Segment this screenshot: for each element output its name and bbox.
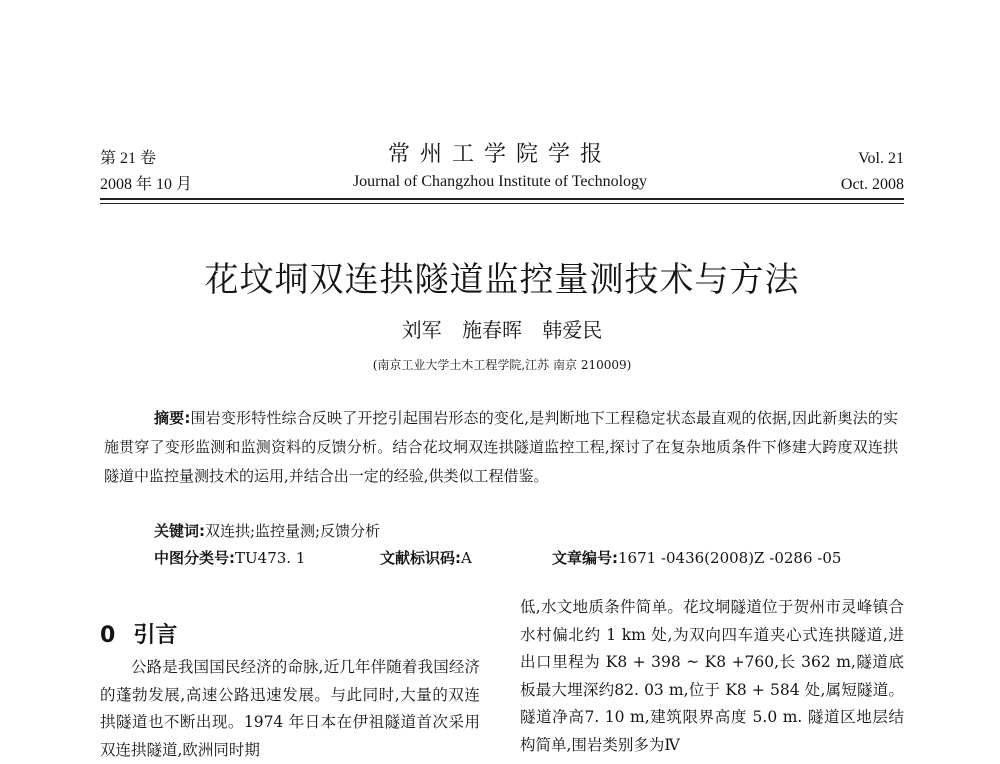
clc-field bbox=[154, 547, 380, 568]
volume-cn: 第 21 卷 bbox=[100, 150, 157, 167]
date-cn: 2008 年 10 月 bbox=[100, 176, 193, 193]
section-title: 引言 bbox=[133, 623, 178, 648]
clc-value: TU473. 1 bbox=[235, 549, 306, 567]
abstract-text: 围岩变形特性综合反映了开挖引起围岩形态的变化,是判断地下工程稳定状态最直观的依据,因此新奥法的实施贯穿了变形监测和监测资料的反馈分析。结合花坟垌双连拱隧道监控工程,探讨了在复杂地质条件下修建大跨度双连拱隧道中监控量测技术的运用,并结合出一定的经验,供类似工程借鉴。 bbox=[104, 409, 898, 485]
article-title: 花坟垌双连拱隧道监控量测技术与方法 bbox=[204, 260, 800, 300]
abstract-label: 摘要: bbox=[154, 409, 191, 427]
clc-label: 中图分类号: bbox=[154, 549, 235, 567]
doc-code-value: A bbox=[461, 549, 472, 567]
article-no-label: 文章编号: bbox=[552, 549, 618, 567]
classification-line bbox=[154, 547, 900, 568]
body-column-right: 低,水文地质条件简单。花坟垌隧道位于贺州市灵峰镇合水村偏北约 1 km 处,为双向四车道夹心式连拱隧道,进出口里程为 K8 + 398 ~ K8 +760,长 362 m,隧道底板最大埋深约82. 03 m,位于 K8 + 584 处,属短隧道。隧道净高7. 10 m,建筑限界高度 5.0 m. 隧道区地层结构简单,围岩类别多为Ⅳ bbox=[520, 598, 904, 754]
body-column-left: 公路是我国国民经济的命脉,近几年伴随着我国经济的蓬勃发展,高速公路迅速发展。与此同时,大量的双连拱隧道也不断出现。1974 年日本在伊祖隧道首次采用双连拱隧道,欧洲同时期 bbox=[100, 658, 480, 759]
section-heading bbox=[100, 618, 177, 649]
abstract bbox=[104, 404, 898, 491]
page-header-right bbox=[841, 146, 904, 198]
article-no-field bbox=[552, 547, 841, 568]
header-rule-thin bbox=[100, 203, 904, 204]
journal-masthead bbox=[300, 140, 700, 194]
doc-code-label: 文献标识码: bbox=[380, 549, 461, 567]
keywords-text: 双连拱;监控量测;反馈分析 bbox=[205, 522, 381, 540]
volume-en: Vol. 21 bbox=[858, 150, 904, 167]
doc-code-field bbox=[380, 547, 552, 568]
section-number: 0 bbox=[100, 623, 116, 648]
article-no-value: 1671 -0436(2008)Z -0286 -05 bbox=[618, 549, 842, 567]
page-header-left bbox=[100, 146, 192, 198]
journal-name-en: Journal of Changzhou Institute of Technology bbox=[352, 173, 648, 190]
journal-name-cn: 常州工学院学报 bbox=[387, 142, 612, 167]
article-authors: 刘军 施春晖 韩爱民 bbox=[401, 318, 603, 342]
article-affiliation: (南京工业大学土木工程学院,江苏 南京 210009) bbox=[372, 358, 632, 372]
date-en: Oct. 2008 bbox=[840, 176, 904, 193]
keywords-label: 关键词: bbox=[154, 522, 205, 540]
keywords bbox=[154, 520, 380, 541]
header-rule-thick bbox=[100, 198, 904, 200]
